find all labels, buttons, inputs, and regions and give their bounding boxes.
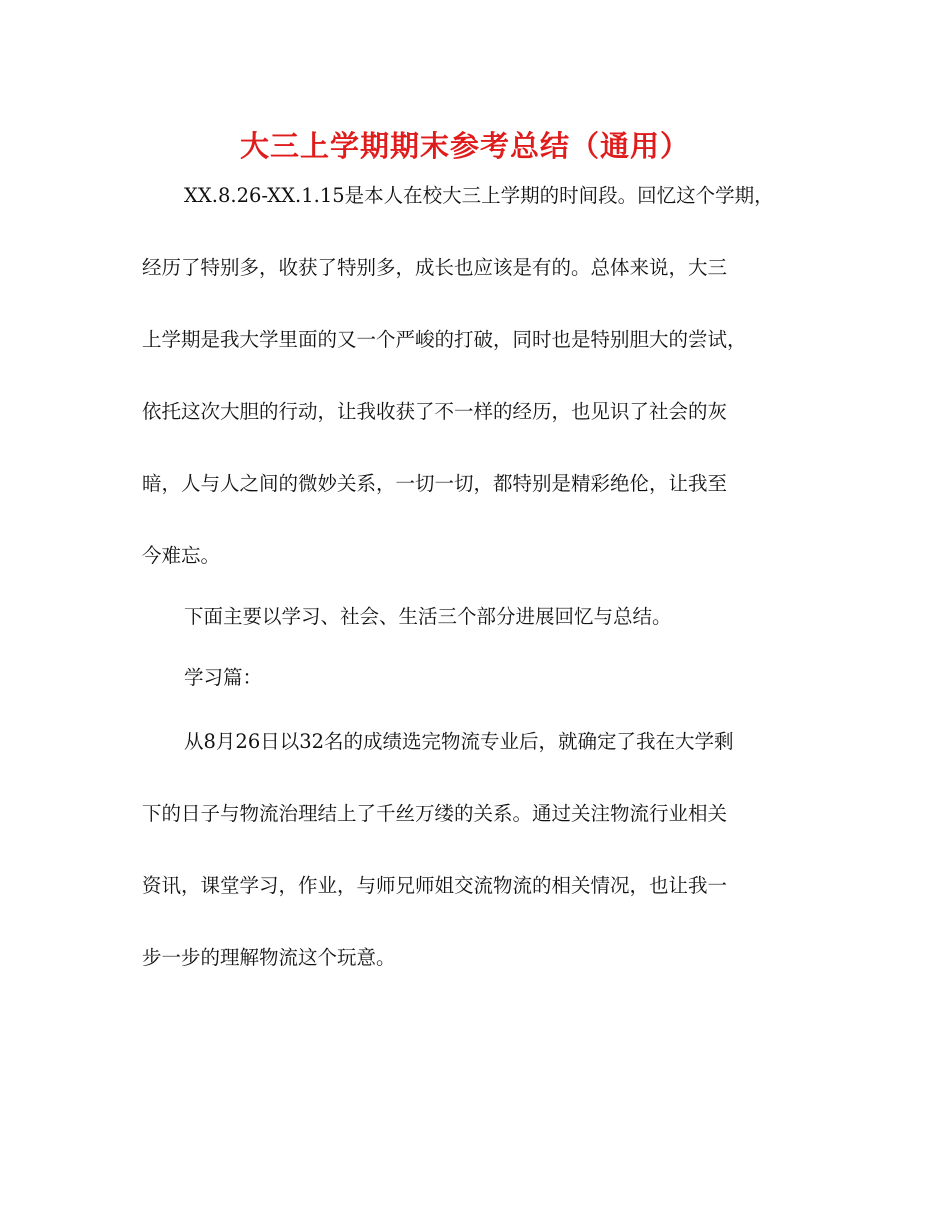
paragraph-1-line-6: 今难忘。 — [142, 544, 221, 567]
paragraph-3-line-4: 步一步的理解物流这个玩意。 — [142, 946, 396, 969]
paragraph-3-line-3: 资讯，课堂学习，作业，与师兄师姐交流物流的相关情况，也让我一 — [142, 874, 728, 897]
paragraph-2: 下面主要以学习、社会、生活三个部分进展回忆与总结。 — [184, 605, 672, 628]
paragraph-1-line-3: 上学期是我大学里面的又一个严峻的打破，同时也是特别胆大的尝试， — [142, 328, 747, 351]
paragraph-1-line-5: 暗，人与人之间的微妙关系，一切一切，都特别是精彩绝伦，让我至 — [142, 472, 728, 495]
document-title: 大三上学期期末参考总结（通用） — [239, 129, 690, 163]
paragraph-3-line-2: 下的日子与物流治理结上了千丝万缕的关系。通过关注物流行业相关 — [142, 802, 728, 825]
section-heading-study: 学习篇： — [184, 666, 263, 689]
paragraph-1-line-4: 依托这次大胆的行动，让我收获了不一样的经历，也见识了社会的灰 — [142, 400, 728, 423]
paragraph-3-line-1: 从8月26日以32名的成绩选完物流专业后，就确定了我在大学剩 — [184, 730, 734, 753]
paragraph-1-line-2: 经历了特别多，收获了特别多，成长也应该是有的。总体来说，大三 — [142, 256, 728, 279]
paragraph-1-line-1: XX.8.26-XX.1.15是本人在校大三上学期的时间段。回忆这个学期， — [184, 184, 774, 207]
